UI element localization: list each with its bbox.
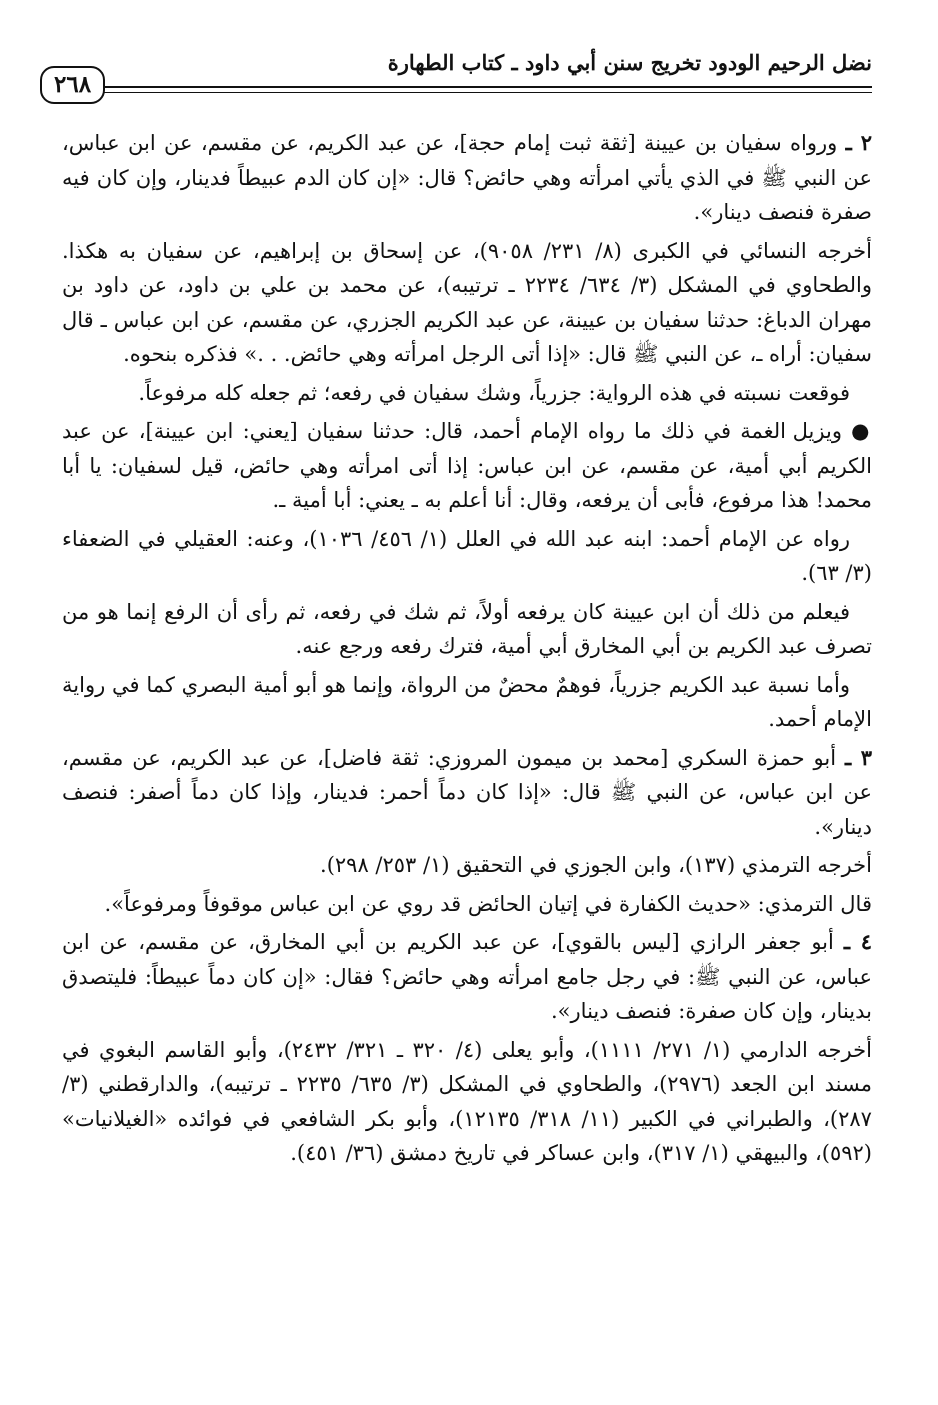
paragraph-text: أخرجه النسائي في الكبرى (٨/ ٢٣١/ ٩٠٥٨)، عن إسحاق بن إبراهيم، عن سفيان به هكذا. والطحاوي في المشكل (٣/ ٦٣٤/ ٢٢٣٤ ـ ترتيبه)، عن محمد بن علي بن داود، عن داود بن مهران الدباغ: حدثنا سفيان بن عيينة، عن عبد الكريم الجزري، عن مقسم، عن ابن عباس ـ قال سفيان: أراه ـ، عن النبي ﷺ قال: «إذا أتى الرجل امرأته وهي حائض. . .» فذكره بنحوه.	[62, 238, 872, 366]
running-title: نضل الرحيم الودود تخريج سنن أبي داود ـ كتاب الطهارة	[387, 50, 872, 75]
paragraph	[62, 595, 872, 664]
paragraph-text: ويزيل الغمة في ذلك ما رواه الإمام أحمد، قال: حدثنا سفيان [يعني: ابن عيينة]، عن عبد الكريم أبي أمية، عن مقسم، عن ابن عباس: إذا أتى امرأته وهي حائض، قيل لسفيان: يا أبا محمد! هذا مرفوع، فأبى أن يرفعه، وقال: أنا أعلم به ـ يعني: أبا أمية ـ.	[62, 419, 872, 512]
paragraph	[62, 126, 872, 230]
paragraph-text: أخرجه الترمذي (١٣٧)، وابن الجوزي في التحقيق (١/ ٢٥٣/ ٢٩٨).	[320, 853, 872, 877]
paragraph-lead: ٤ ـ	[843, 929, 872, 954]
header-rule	[62, 86, 872, 88]
paragraph	[62, 376, 872, 411]
paragraph	[62, 668, 872, 737]
paragraph	[62, 522, 872, 591]
page-number: ٢٦٨	[40, 66, 105, 104]
paragraph	[62, 1033, 872, 1171]
paragraph	[62, 414, 872, 518]
paragraph-text: فوقعت نسبته في هذه الرواية: جزرياً، وشك سفيان في رفعه؛ ثم جعله كله مرفوعاً.	[138, 380, 850, 405]
bullet-icon: ●	[851, 418, 872, 443]
paragraph-text: أخرجه الدارمي (١/ ٢٧١/ ١١١١)، وأبو يعلى (٤/ ٣٢٠ ـ ٣٢١/ ٢٤٣٢)، وأبو القاسم البغوي في مسند ابن الجعد (٢٩٧٦)، والطحاوي في المشكل (٣/ ٦٣٥/ ٢٢٣٥ ـ ترتيبه)، والدارقطني (٣/ ٢٨٧)، والطبراني في الكبير (١١/ ٣١٨/ ١٢١٣٥)، وأبو بكر الشافعي في فوائده «الغيلانيات» (٥٩٢)، والبيهقي (١/ ٣١٧)، وابن عساكر في تاريخ دمشق (٣٦/ ٤٥١).	[62, 1037, 872, 1165]
paragraph	[62, 848, 872, 883]
paragraph-lead: ٢ ـ	[845, 130, 872, 155]
paragraph-text: ورواه سفيان بن عيينة [ثقة ثبت إمام حجة]، عن عبد الكريم، عن مقسم، عن ابن عباس، عن النبي ﷺ في الذي يأتي امرأته وهي حائض؟ قال: «إن كان الدم عبيطاً فدينار، وإن كان فيه صفرة فنصف دينار».	[62, 131, 872, 224]
paragraph-text: أبو جعفر الرازي [ليس بالقوي]، عن عبد الكريم بن أبي المخارق، عن مقسم، عن ابن عباس، عن النبي ﷺ: في رجل جامع امرأته وهي حائض؟ فقال: «إن كان دماً عبيطاً: فليتصدق بدينار، وإن كان صفرة: فنصف دينار».	[62, 930, 872, 1023]
paragraph-text: رواه عن الإمام أحمد: ابنه عبد الله في العلل (١/ ٤٥٦/ ١٠٣٦)، وعنه: العقيلي في الضعفاء (٣/ ٦٣).	[62, 526, 872, 585]
paragraph	[62, 925, 872, 1029]
paragraph-lead: ٣ ـ	[844, 744, 872, 770]
page-body	[62, 126, 872, 1175]
paragraph	[62, 887, 872, 922]
paragraph	[62, 234, 872, 372]
paragraph-text: فيعلم من ذلك أن ابن عيينة كان يرفعه أولاً، ثم شك في رفعه، ثم رأى أن الرفع إنما هو من تصرف عبد الكريم بن أبي المخارق أبي أمية، فترك رفعه ورجع عنه.	[62, 599, 872, 658]
header-rule-thin	[62, 92, 872, 93]
paragraph	[62, 741, 872, 845]
paragraph-text: قال الترمذي: «حديث الكفارة في إتيان الحائض قد روي عن ابن عباس موقوفاً ومرفوعاً».	[104, 891, 872, 916]
paragraph-text: أبو حمزة السكري [محمد بن ميمون المروزي: ثقة فاضل]، عن عبد الكريم، عن مقسم، عن ابن عباس، عن النبي ﷺ قال: «إذا كان دماً أحمر: فدينار، وإذا كان دماً أصفر: فنصف دينار».	[62, 745, 872, 839]
paragraph-text: وأما نسبة عبد الكريم جزرياً، فوهمٌ محضٌ من الرواة، وإنما هو أبو أمية البصري كما في رواية الإمام أحمد.	[62, 672, 872, 731]
